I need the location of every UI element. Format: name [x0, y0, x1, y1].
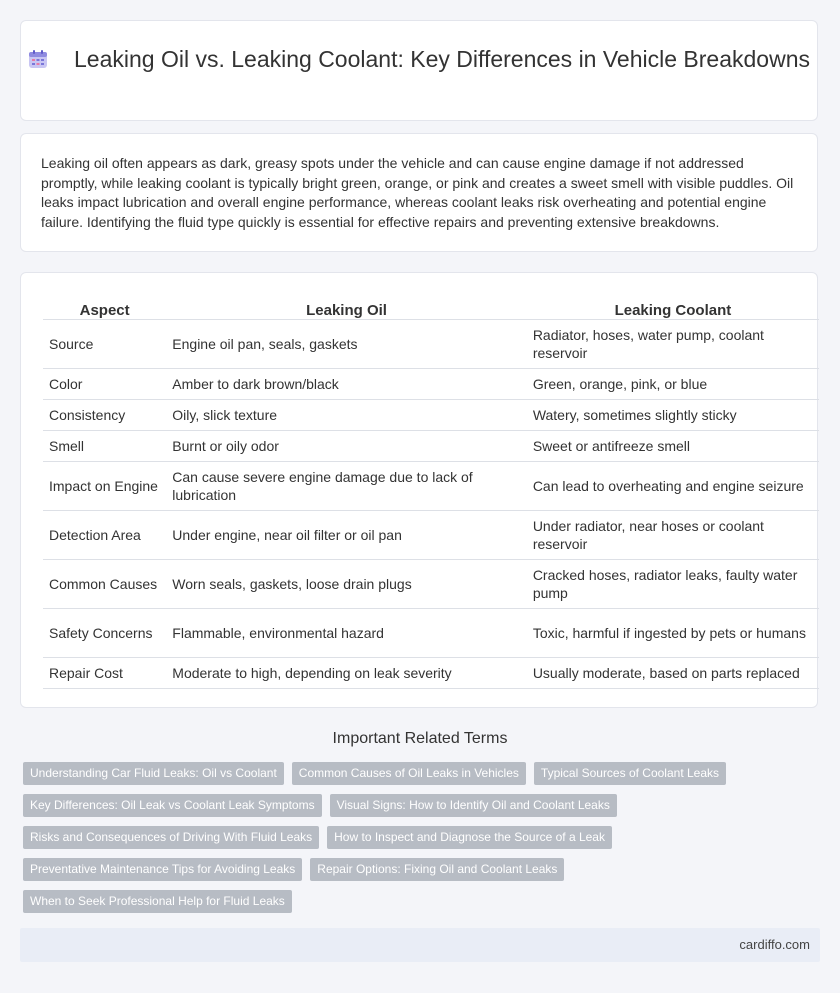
- intro-paragraph: Leaking oil often appears as dark, greasy spots under the vehicle and can cause engine damage if not addressed promptly, while leaking coolant is typically bright green, orange, or pink and creates a sweet smell with visible puddles. Oil leaks impact lubrication and overall engine performance, whereas coolant leaks risk overheating and potential engine failure. Identifying the fluid type quickly is essential for effective repairs and preventing extensive breakdowns.: [41, 155, 794, 230]
- table-header-row: [43, 295, 819, 320]
- cell-aspect: Source: [43, 320, 166, 369]
- cell-oil: Burnt or oily odor: [166, 431, 527, 462]
- related-terms-title: Important Related Terms: [332, 730, 508, 747]
- cell-aspect: Repair Cost: [43, 658, 166, 689]
- table-row: [43, 369, 819, 400]
- related-term-tag[interactable]: Repair Options: Fixing Oil and Coolant Leaks: [310, 858, 564, 881]
- related-term-tag[interactable]: Common Causes of Oil Leaks in Vehicles: [292, 762, 526, 785]
- calendar-icon: [28, 49, 48, 69]
- table-row: [43, 609, 819, 658]
- cell-coolant: Sweet or antifreeze smell: [527, 431, 819, 462]
- cell-coolant: Under radiator, near hoses or coolant reservoir: [527, 511, 819, 560]
- page-title: Leaking Oil vs. Leaking Coolant: Key Differences in Vehicle Breakdowns: [74, 46, 810, 72]
- cell-oil: Moderate to high, depending on leak severity: [166, 658, 527, 689]
- table-row: [43, 511, 819, 560]
- header-aspect: Aspect: [79, 302, 130, 319]
- cell-aspect: Safety Concerns: [43, 609, 166, 658]
- cell-coolant: Green, orange, pink, or blue: [527, 369, 819, 400]
- cell-oil: Engine oil pan, seals, gaskets: [166, 320, 527, 369]
- related-term-tag[interactable]: How to Inspect and Diagnose the Source of a Leak: [327, 826, 612, 849]
- cell-aspect: Common Causes: [43, 560, 166, 609]
- cell-oil: Oily, slick texture: [166, 400, 527, 431]
- related-term-tag[interactable]: Understanding Car Fluid Leaks: Oil vs Coolant: [23, 762, 284, 785]
- footer-bar: [20, 928, 820, 962]
- cell-coolant: Usually moderate, based on parts replaced: [527, 658, 819, 689]
- header-leaking-coolant: Leaking Coolant: [614, 302, 732, 319]
- table-row: [43, 658, 819, 689]
- cell-coolant: Watery, sometimes slightly sticky: [527, 400, 819, 431]
- cell-oil: Can cause severe engine damage due to lack of lubrication: [166, 462, 527, 511]
- cell-oil: Under engine, near oil filter or oil pan: [166, 511, 527, 560]
- related-terms-list: [23, 762, 783, 913]
- related-term-tag[interactable]: Key Differences: Oil Leak vs Coolant Leak Symptoms: [23, 794, 322, 817]
- footer-site-link[interactable]: cardiffo.com: [739, 937, 810, 952]
- comparison-card: [20, 272, 818, 708]
- cell-coolant: Radiator, hoses, water pump, coolant reservoir: [527, 320, 819, 369]
- comparison-table: [43, 295, 819, 689]
- cell-oil: Amber to dark brown/black: [166, 369, 527, 400]
- table-row: [43, 560, 819, 609]
- cell-aspect: Detection Area: [43, 511, 166, 560]
- cell-aspect: Consistency: [43, 400, 166, 431]
- related-term-tag[interactable]: When to Seek Professional Help for Fluid Leaks: [23, 890, 292, 913]
- cell-coolant: Toxic, harmful if ingested by pets or humans: [527, 609, 819, 658]
- table-row: [43, 320, 819, 369]
- table-row: [43, 431, 819, 462]
- cell-coolant: Can lead to overheating and engine seizure: [527, 462, 819, 511]
- cell-aspect: Impact on Engine: [43, 462, 166, 511]
- header-leaking-oil: Leaking Oil: [306, 302, 387, 319]
- related-term-tag[interactable]: Risks and Consequences of Driving With Fluid Leaks: [23, 826, 319, 849]
- cell-aspect: Smell: [43, 431, 166, 462]
- cell-coolant: Cracked hoses, radiator leaks, faulty water pump: [527, 560, 819, 609]
- header-card: [20, 20, 818, 121]
- table-row: [43, 400, 819, 431]
- related-term-tag[interactable]: Preventative Maintenance Tips for Avoiding Leaks: [23, 858, 302, 881]
- cell-oil: Flammable, environmental hazard: [166, 609, 527, 658]
- related-term-tag[interactable]: Typical Sources of Coolant Leaks: [534, 762, 726, 785]
- cell-oil: Worn seals, gaskets, loose drain plugs: [166, 560, 527, 609]
- related-term-tag[interactable]: Visual Signs: How to Identify Oil and Coolant Leaks: [330, 794, 617, 817]
- intro-card: [20, 133, 818, 252]
- page-title-wrap: [21, 45, 817, 74]
- table-row: [43, 462, 819, 511]
- cell-aspect: Color: [43, 369, 166, 400]
